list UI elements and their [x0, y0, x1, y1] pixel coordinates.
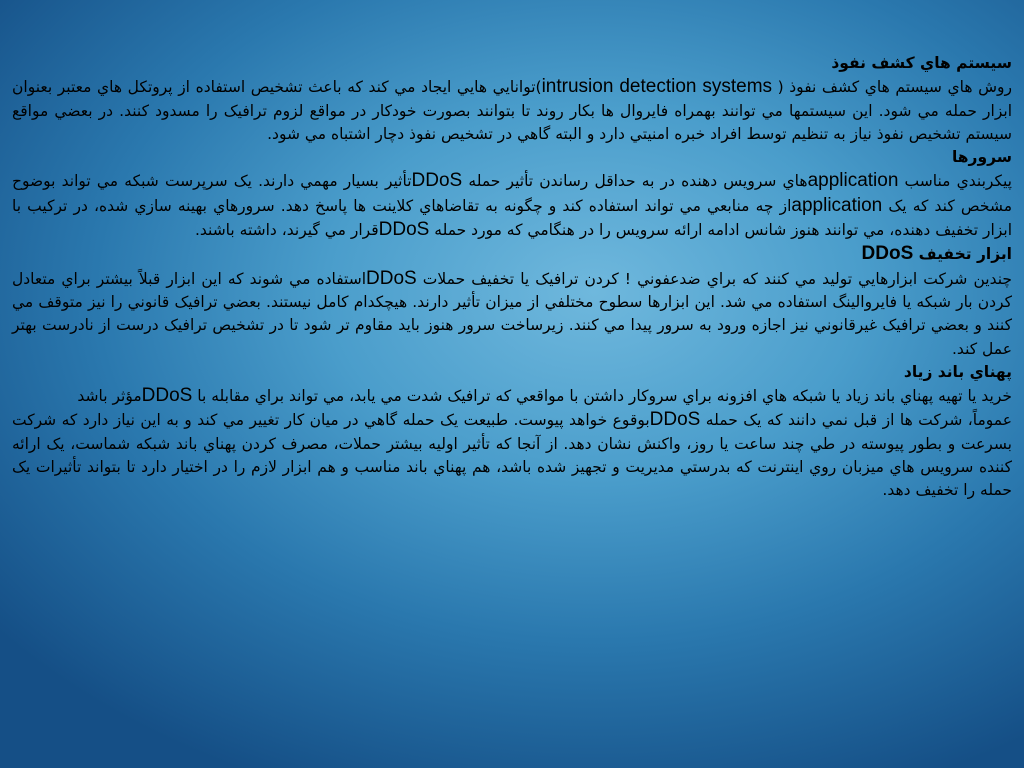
- heading-ids: سيستم هاي كشف نفوذ: [831, 54, 1012, 72]
- slide-text-body: [12, 52, 1012, 503]
- paragraph-mitigation-tools: چندين شركت ابزارهايي توليد مي كنند كه براي ضدعفوني ! كردن ترافيک يا تخفيف حملات DDoSاستفاده مي شوند كه اين ابزار قبلاً بيشتر براي متعادل كردن بار شبكه يا فايروالينگ استفاده مي شد. اين ابزارها سطوح مختلفي از ميزان تأثير دارند. هيچكدام كامل نيستند. بعضي ترافيک قانوني را نيز متوقف مي كنند و بعضي ترافيک غيرقانوني نيز اجازه ورود به سرور پيدا مي كنند. زيرساخت سرور هنوز بايد مقاوم تر شود تا در تشخيص ترافيک درست از نادرست بهتر عمل كند.: [12, 267, 1012, 358]
- paragraph-servers: پيكربندي مناسب applicationهاي سرويس دهنده در به حداقل رساندن تأثير حمله DDoSتأثير بسيار مهمي دارند. يک سرپرست شبكه مي تواند بوضوح مشخص كند كه يک applicationاز چه منابعي مي تواند استفاده كند و چگونه به تقاضاهاي كلاينت ها پاسخ دهد. سرورهاي بهينه سازي شده، در تركيب با ابزار تخفيف دهنده، مي توانند هنوز شانس ادامه ارائه سرويس را در هنگامي كه مورد حمله DDoSقرار مي گيرند، داشته باشند.: [12, 170, 1012, 241]
- heading-bandwidth: پهناي باند زياد: [903, 362, 1012, 381]
- paragraph-ids: روش هاي سيستم هاي كشف نفوذ ( intrusion detection systems)توانايي هايي ايجاد مي كند كه باعث تشخيص استفاده از پروتكل هاي معتبر بعنوان ابزار حمله مي شود. اين سيستمها مي توانند بهمراه فايروال ها بكار روند تا بتوانند بصورت خودكار در مواقع لزوم ترافيک را مسدود كنند. در بعضي مواقع سيستم تشخيص نفوذ نياز به تنظيم توسط افراد خبره امنيتي دارد و البته گاهي در تشخيص نفوذ دچار اشتباه مي شود.: [12, 76, 1012, 143]
- heading-mitigation-tools: ابزار تخفيف DDoS: [861, 243, 1012, 265]
- heading-servers: سرورها: [951, 148, 1012, 167]
- paragraph-bandwidth: خريد يا تهيه پهناي باند زياد يا شبكه هاي افزونه براي سروكار داشتن با مواقعي كه ترافيک شدت مي يابد، مي تواند براي مقابله با DDoSمؤثر باشد: [77, 385, 1012, 407]
- paragraph-bandwidth-continued: عموماً، شركت ها از قبل نمي دانند كه يک حمله DDoSبوقوع خواهد پيوست. طبيعت يک حمله گاهي در ميان كار تغيير مي كند و به اين نياز دارد كه شركت بسرعت و بطور پيوسته در طي چند ساعت يا روز، واكنش نشان دهد. از آنجا كه تأثير اوليه بيشتر حملات، مصرف كردن پهناي باند شبكه شماست، يک ارائه كننده سرويس هاي ميزبان روي اينترنت كه بدرستي مديريت و تجهيز شده باشد، هم پهناي باند مناسب و هم ابزار لازم را در اختيار دارد تا بتواند تأثيرات يک حمله را تخفيف دهد.: [12, 409, 1012, 500]
